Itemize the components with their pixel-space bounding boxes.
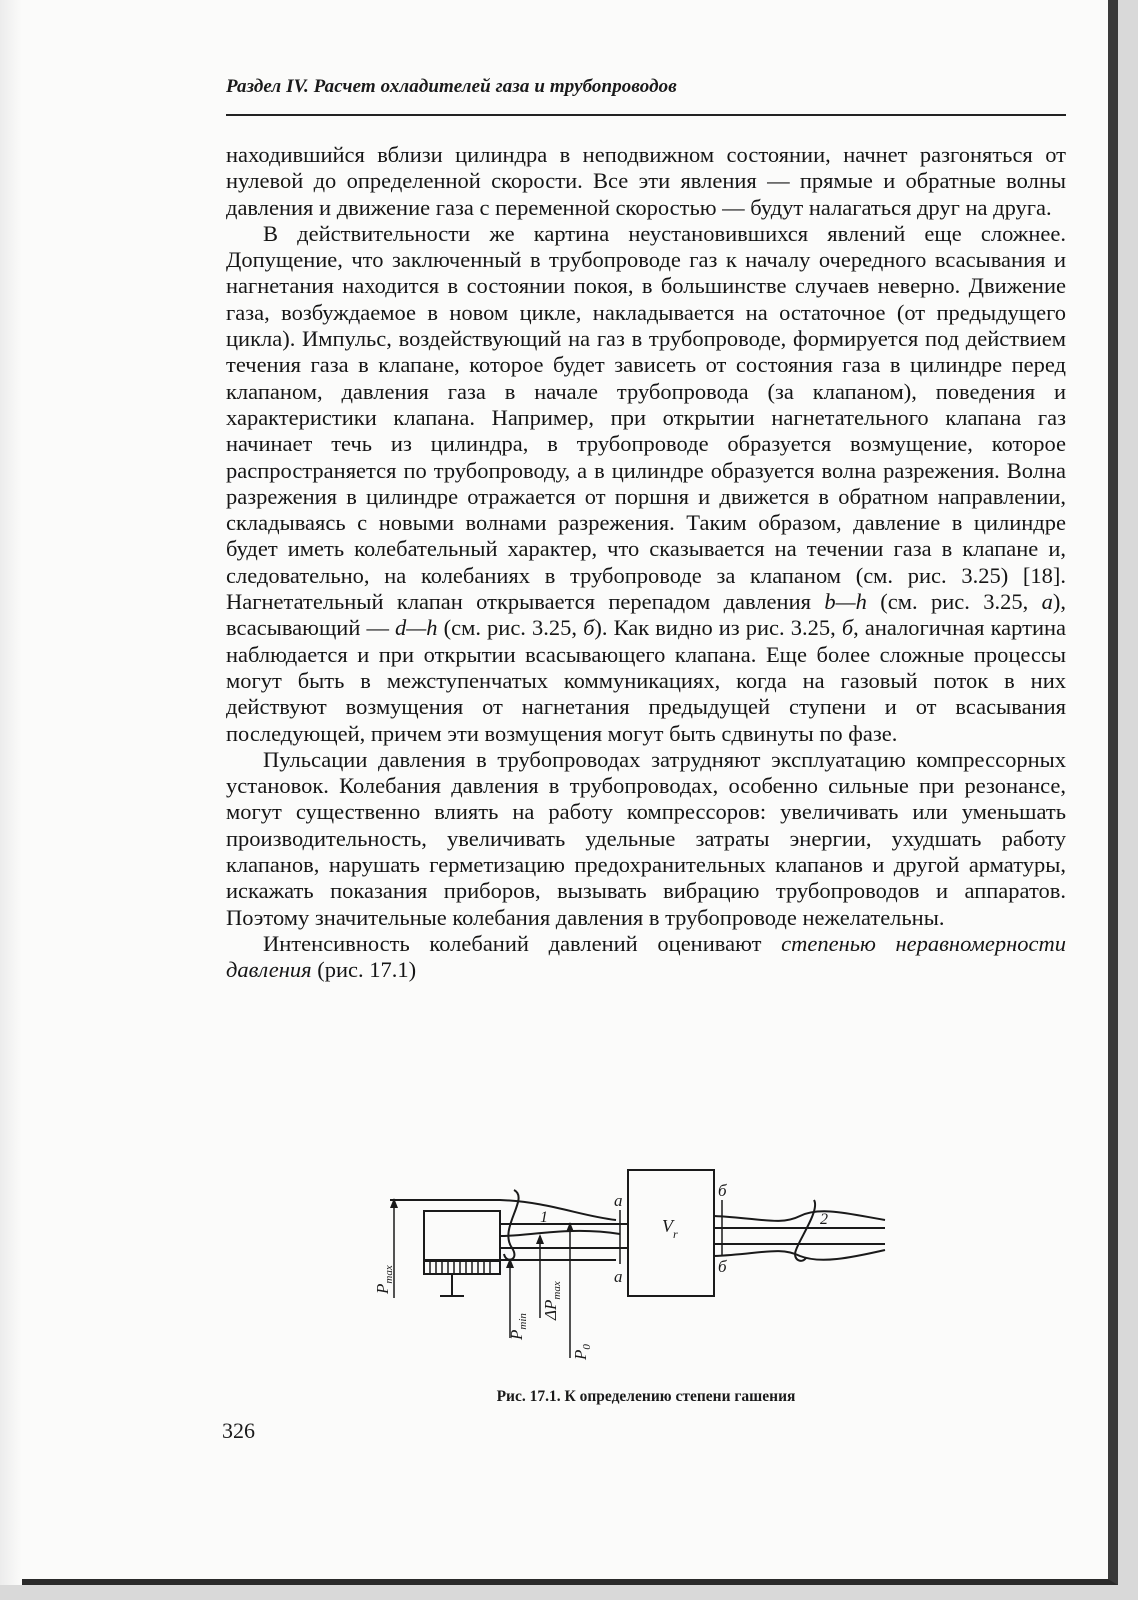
label-section-b-bottom: б — [718, 1257, 727, 1276]
wave-2-loop — [795, 1200, 815, 1261]
wave-2-lower — [714, 1250, 885, 1260]
paragraph-4: Интенсивность колебаний давлений оценивают степенью неравномерности давления (рис. 17.1) — [226, 930, 1066, 983]
paragraph-3: Пульсации давления в трубопроводах затрудняют эксплуатацию компрессорных установок. Колебания давления в трубопроводах, особенно сильные при резонансе, могут существенно влиять на работу компрессоров: увеличивать или уменьшать производительность, увеличивать удельные затраты энергии, ухудшать работу клапанов, нарушать герметизацию предохранительных клапанов и другой арматуры, искажать показания приборов, вызывать вибрацию трубопроводов и аппаратов. Поэтому значительные колебания давления в трубопроводе нежелательны. — [226, 746, 1066, 930]
label-receiver: $V_r$ — [662, 1216, 678, 1241]
figure-diagram — [373, 1168, 900, 1368]
wave-2-upper — [714, 1211, 885, 1221]
cylinder-body — [424, 1211, 500, 1261]
page-spine-shadow — [0, 0, 22, 1585]
label-section-a-top: а — [614, 1191, 623, 1210]
label-wave-1: 1 — [540, 1209, 548, 1226]
paragraph-1: находившийся вблизи цилиндра в неподвижном состоянии, начнет разгоняться от нулевой до определенной скорости. Все эти явления — прямые и обратные волны давления и движение газа с переменной скоростью — будут налагаться друг на друга. — [226, 142, 1066, 220]
paragraph-2: В действительности же картина неустановившихся явлений еще сложнее. Допущение, что заключенный в трубопроводе газ к началу очередного всасывания и нагнетания находится в состоянии покоя, в большинстве случаев неверно. Движение газа, возбуждаемое в новом цикле, накладывается на остаточное (от предыдущего цикла). Импульс, воздействующий на газ в трубопроводе, формируется под действием течения газа в клапане, которое будет зависеть от состояния газа в цилиндре перед клапаном, давления газа в начале трубопровода (за клапаном), поведения и характеристики клапана. Например, при открытии нагнетательного клапана газ начинает течь из цилиндра, в трубопроводе образуется возмущение, которое распространяется по трубопроводу, а в цилиндре образуется волна разрежения. Волна разрежения в цилиндре отражается от поршня и движется в обратном направлении, складываясь с новыми волнами разрежения. Таким образом, давление в цилиндре будет иметь колебательный характер, что сказывается на течении газа в клапане и, следовательно, на колебаниях в трубопроводе за клапаном (см. рис. 3.25) [18]. Нагнетательный клапан открывается перепадом давления b—h (см. рис. 3.25, а), всасывающий — d—h (см. рис. 3.25, б). Как видно из рис. 3.25, б, аналогичная картина наблюдается и при открытии всасывающего клапана. Еще более сложные процессы могут быть в межступенчатых коммуникациях, когда на газовый поток в них действуют возмущения от нагнетания предыдущей ступени и от всасывания последующей, причем эти возмущения могут быть сдвинуты по фазе. — [226, 220, 1067, 746]
body-text — [226, 142, 1066, 984]
label-section-b-top: б — [718, 1181, 727, 1200]
label-p-0: $P_0$ — [571, 1344, 593, 1360]
label-delta-p-max: $\Delta P_{max}$ — [541, 1281, 563, 1320]
label-p-max: $P_{max}$ — [373, 1265, 395, 1294]
wave-1-curve — [500, 1231, 620, 1236]
header-rule — [226, 114, 1066, 116]
figure-17-1 — [373, 1168, 900, 1368]
piston-hatching — [430, 1260, 490, 1274]
page-number: 326 — [222, 1418, 255, 1443]
label-wave-2: 2 — [820, 1211, 828, 1228]
running-header: Раздел IV. Расчет охладителей газа и трубопроводов — [226, 76, 677, 97]
figure-caption: Рис. 17.1. К определению степени гашения — [496, 1388, 796, 1405]
label-section-a-bottom: а — [614, 1267, 623, 1286]
label-p-min: $P_{min}$ — [507, 1313, 529, 1340]
